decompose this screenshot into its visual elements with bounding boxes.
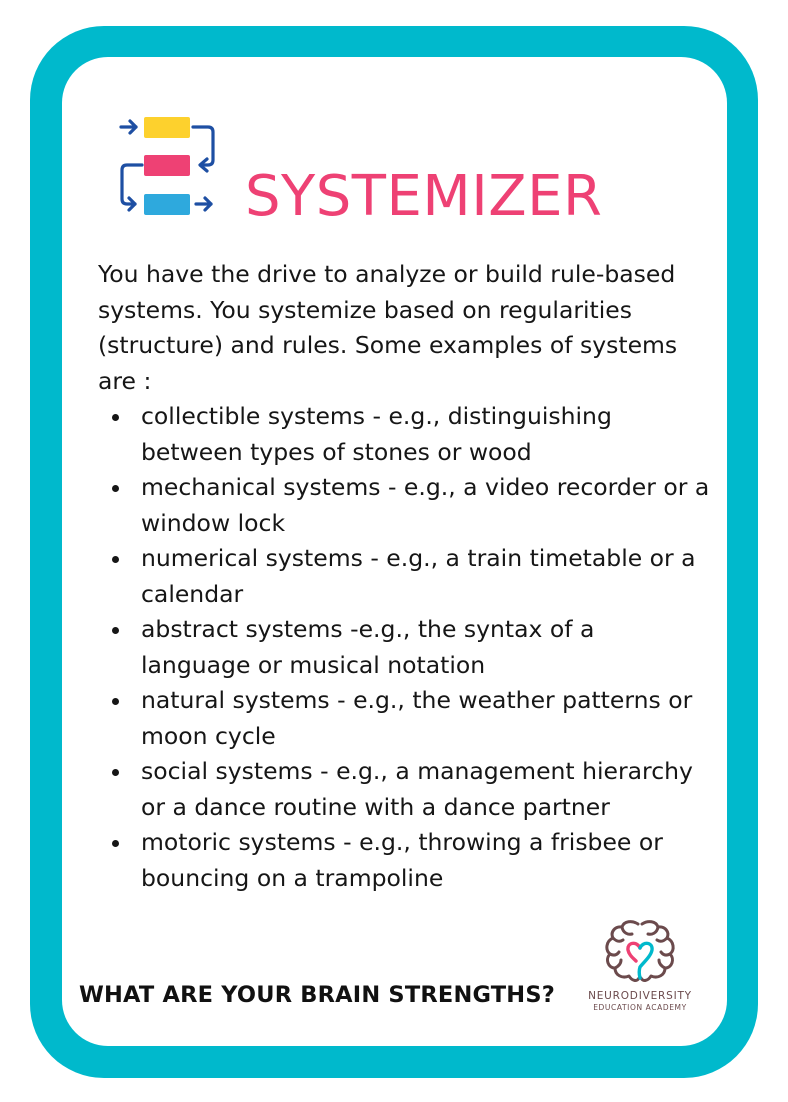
list-item-text: collectible systems - e.g., distinguishing between types of stones or wood [141, 402, 612, 466]
bullet-icon [112, 485, 119, 492]
flowchart-icon [116, 112, 220, 220]
list-item [98, 683, 710, 754]
systems-list [98, 399, 710, 896]
list-item-text: social systems - e.g., a management hierarchy or a dance routine with a dance partner [141, 757, 693, 821]
bullet-icon [112, 698, 119, 705]
logo-subtitle: EDUCATION ACADEMY [593, 1003, 687, 1012]
list-item [98, 541, 710, 612]
list-item-text: mechanical systems - e.g., a video recorder or a window lock [141, 473, 710, 537]
bullet-icon [112, 769, 119, 776]
list-item [98, 754, 710, 825]
brain-heart-icon [602, 918, 678, 988]
bullet-icon [112, 414, 119, 421]
academy-logo [588, 918, 692, 1022]
logo-name: NEURODIVERSITY [588, 990, 692, 1002]
page-title: SYSTEMIZER [245, 164, 603, 229]
list-item-text: numerical systems - e.g., a train timetable or a calendar [141, 544, 696, 608]
list-item [98, 399, 710, 470]
description [98, 257, 710, 896]
bullet-icon [112, 627, 119, 634]
list-item-text: motoric systems - e.g., throwing a frisbee or bouncing on a trampoline [141, 828, 663, 892]
list-item-text: natural systems - e.g., the weather patterns or moon cycle [141, 686, 693, 750]
list-item [98, 470, 710, 541]
brain-strengths-question: WHAT ARE YOUR BRAIN STRENGTHS? [79, 982, 555, 1008]
list-item-text: abstract systems -e.g., the syntax of a language or musical notation [141, 615, 595, 679]
bullet-icon [112, 556, 119, 563]
list-item [98, 612, 710, 683]
list-item [98, 825, 710, 896]
intro-paragraph: You have the drive to analyze or build rule-based systems. You systemize based on regularities (structure) and rules. Some examples of systems are : [98, 260, 678, 395]
bullet-icon [112, 840, 119, 847]
